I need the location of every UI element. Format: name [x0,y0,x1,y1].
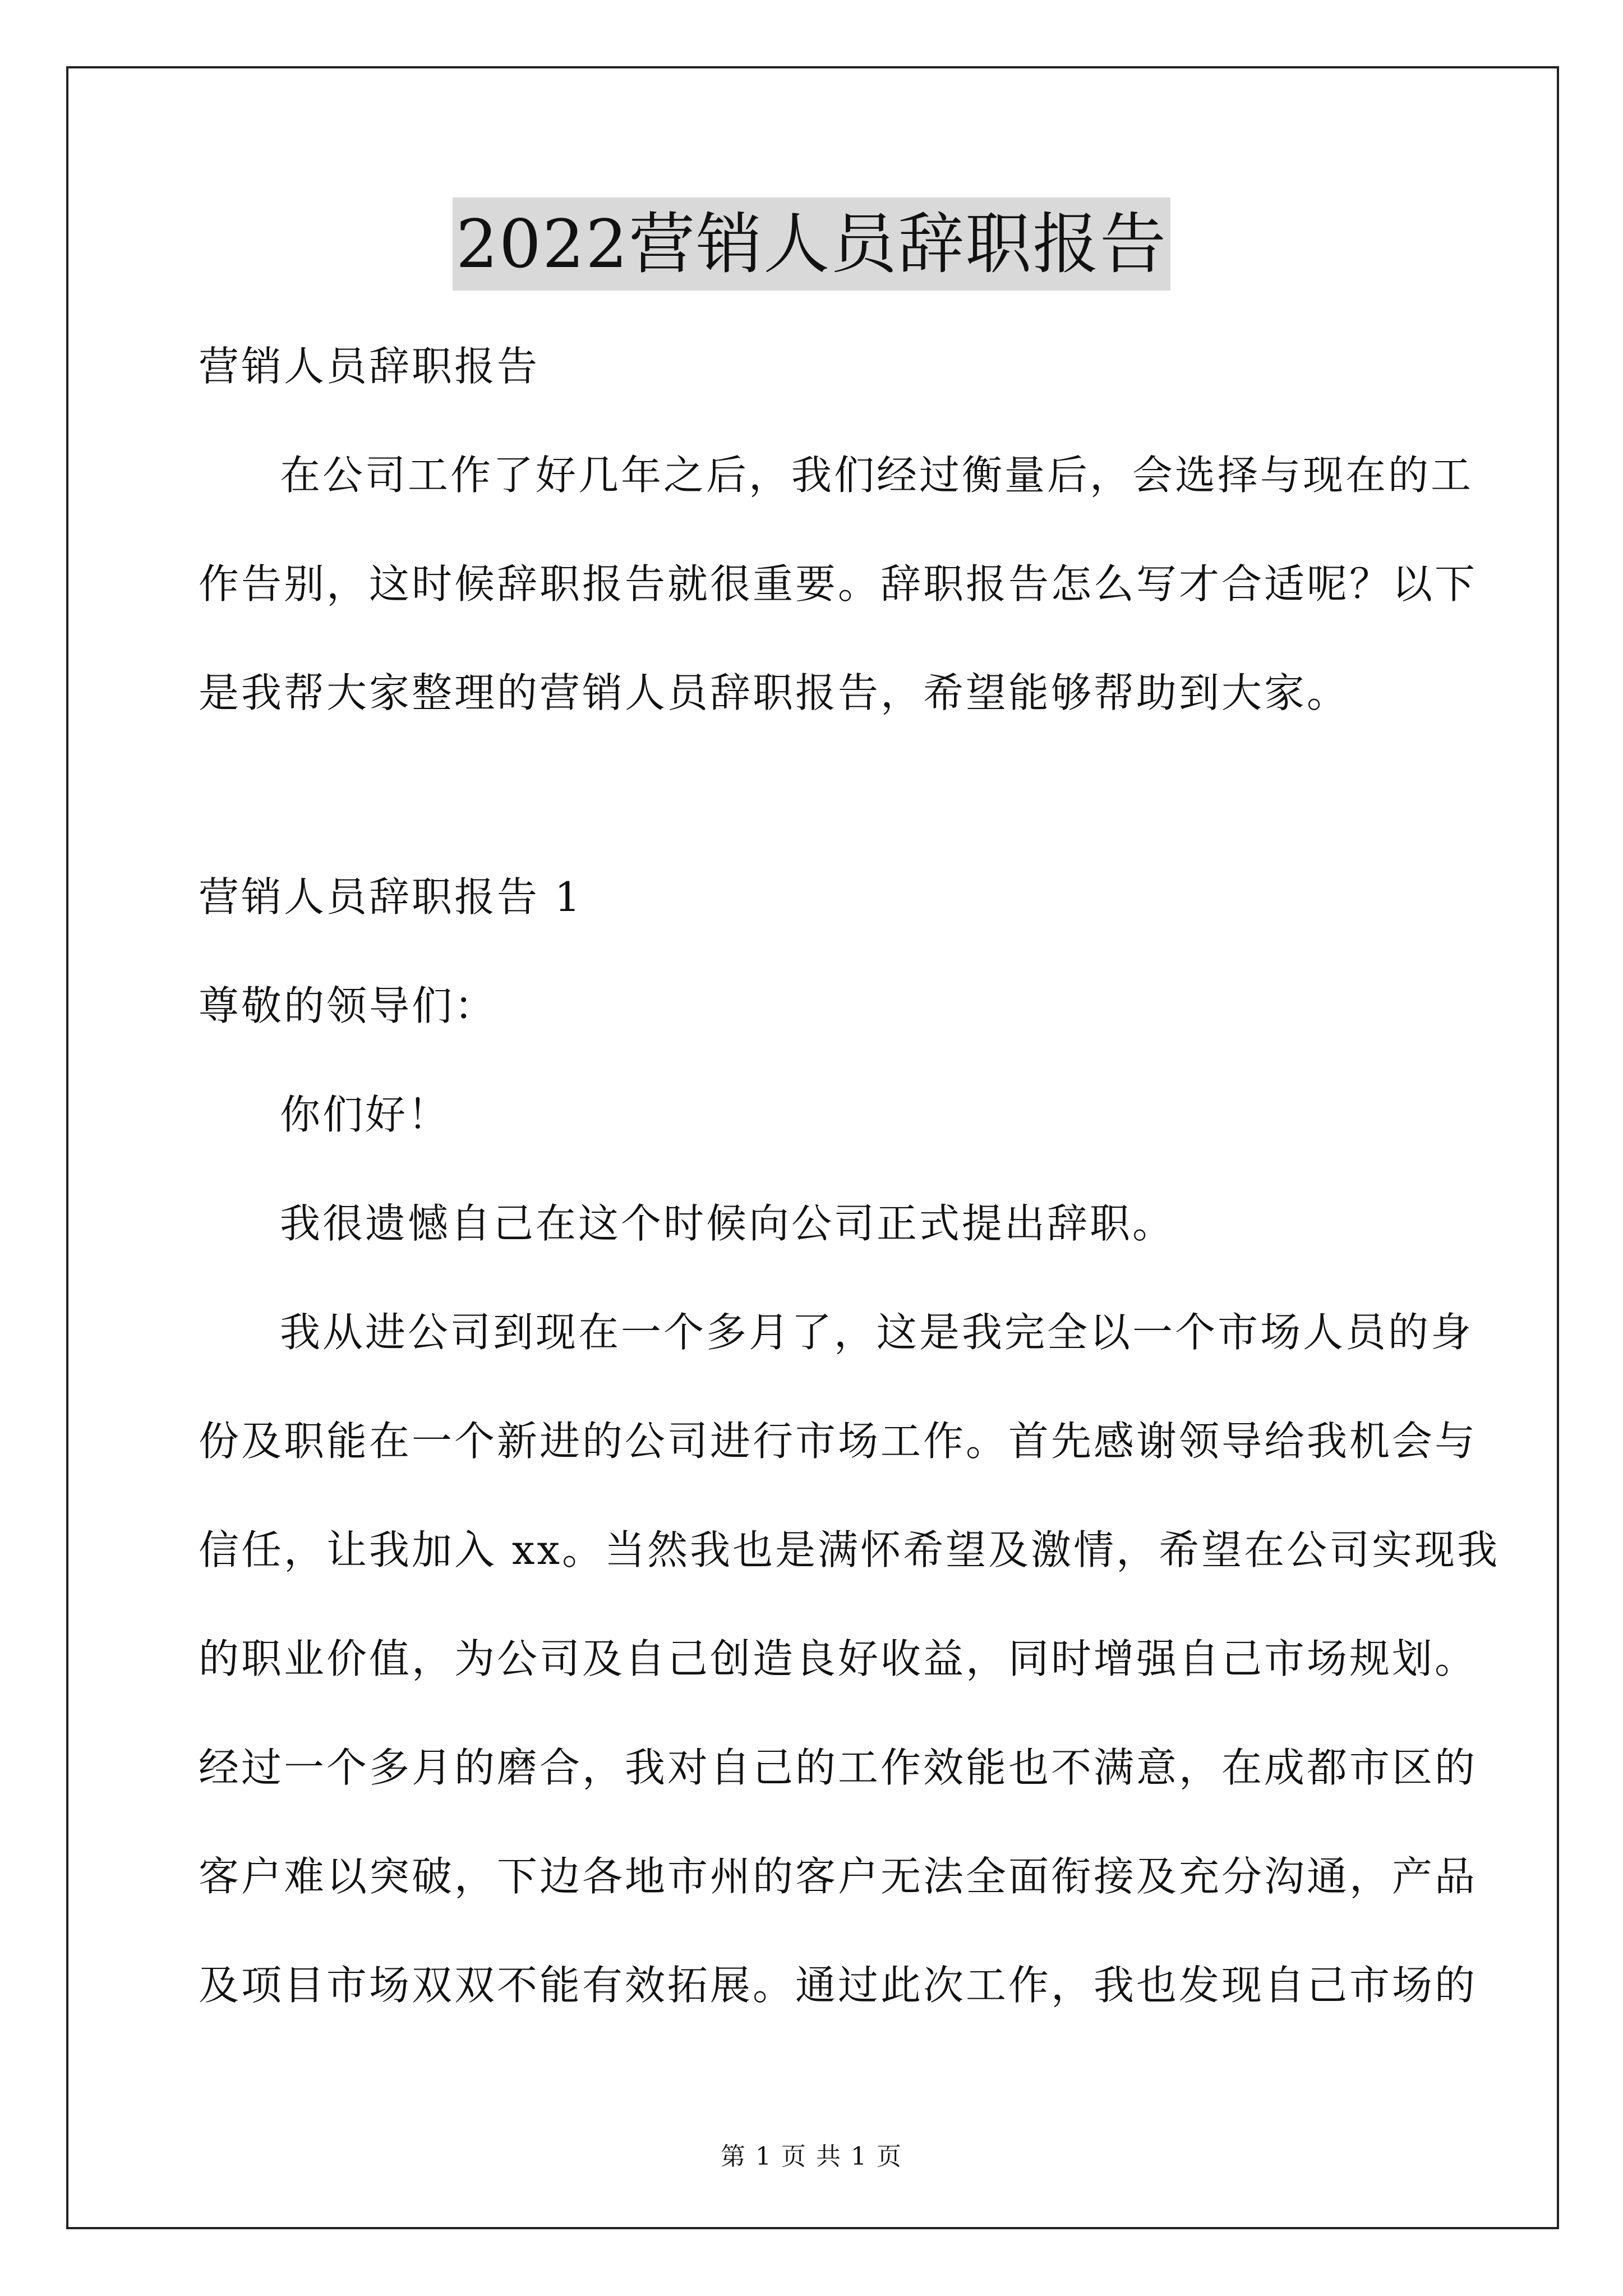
paragraph-line: 经过一个多月的磨合，我对自己的工作效能也不满意，在成都市区的 [199,1744,1478,1791]
intro-line: 在公司工作了好几年之后，我们经过衡量后，会选择与现在的工 [280,452,1474,499]
page-footer: 第 1 页 共 1 页 [721,2142,902,2171]
intro-line: 是我帮大家整理的营销人员辞职报告，希望能够帮助到大家。 [199,669,1350,716]
paragraph-line: 份及职能在一个新进的公司进行市场工作。首先感谢领导给我机会与 [199,1418,1478,1465]
paragraph-line: 信任，让我加入 xx。当然我也是满怀希望及激情，希望在公司实现我 [199,1526,1500,1573]
paragraph-gap [199,747,1432,843]
salutation: 尊敬的领导们： [199,982,497,1029]
intro-line: 作告别，这时候辞职报告就很重要。辞职报告怎么写才合适呢？以下 [199,560,1478,608]
title-container [0,197,1623,291]
paragraph-line: 的职业价值，为公司及自己创造良好收益，同时增强自己市场规划。 [199,1635,1478,1682]
document-subtitle: 营销人员辞职报告 [199,343,540,390]
paragraph-line: 及项目市场双双不能有效拓展。通过此次工作，我也发现自己市场的 [199,1962,1478,2009]
paragraph-line: 客户难以突破，下边各地市州的客户无法全面衔接及充分沟通，产品 [199,1853,1478,1900]
paragraph-line: 我很遗憾自己在这个时候向公司正式提出辞职。 [280,1200,1175,1247]
section-heading: 营销人员辞职报告 1 [199,873,583,921]
paragraph-line: 我从进公司到现在一个多月了，这是我完全以一个市场人员的身 [280,1309,1474,1356]
document-body [199,312,1500,2040]
document-title: 2022营销人员辞职报告 [453,197,1170,291]
greeting: 你们好！ [280,1091,451,1138]
